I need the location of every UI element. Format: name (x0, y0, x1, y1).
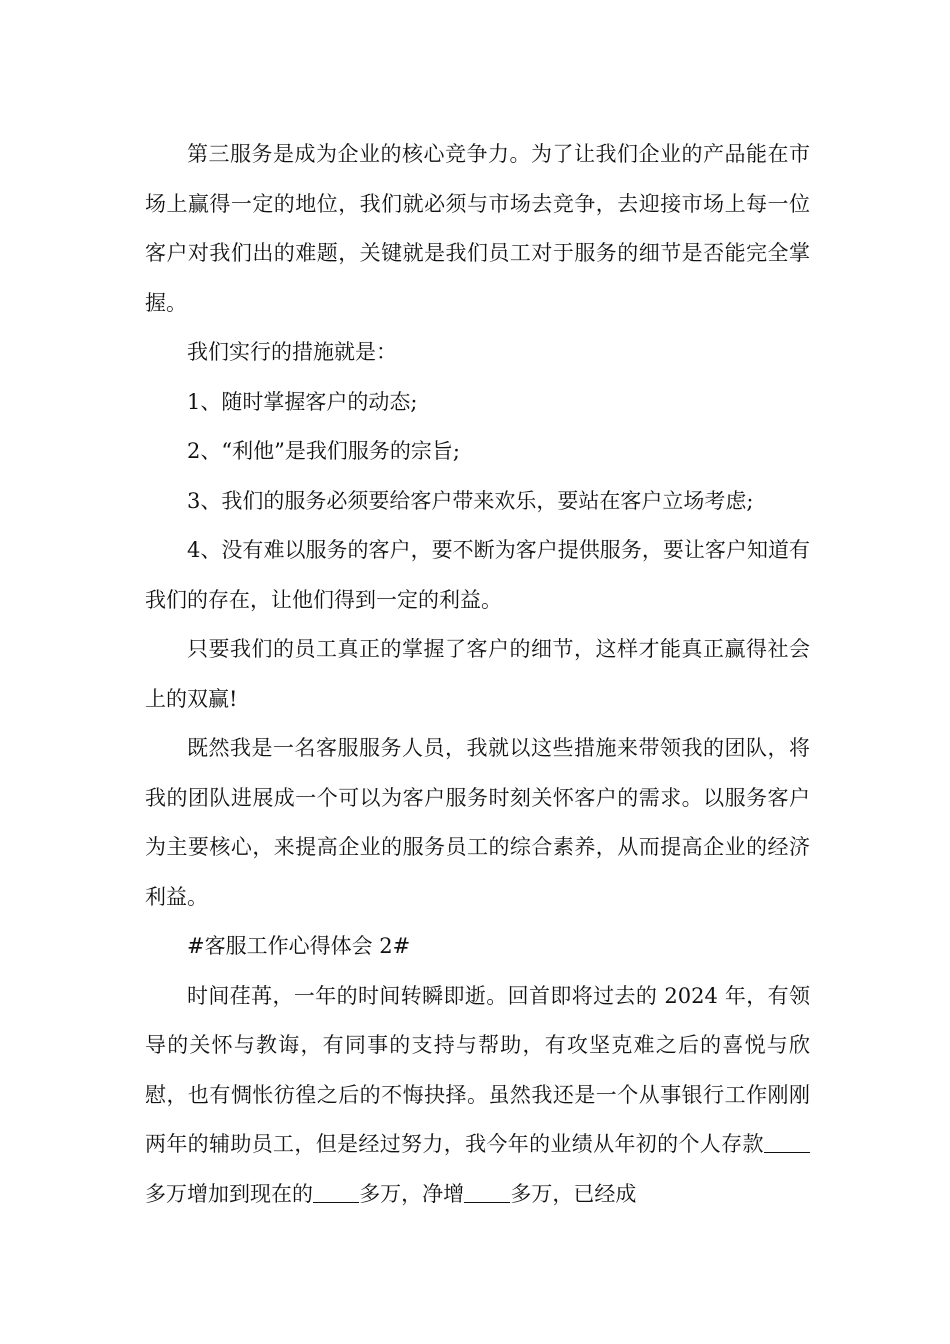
paragraph-win-win: 只要我们的员工真正的掌握了客户的细节，这样才能真正赢得社会上的双赢! (145, 637, 810, 711)
deposit-text-3: 多万，净增 (359, 1181, 465, 1206)
deposit-text-1: 个人存款 (678, 1132, 764, 1156)
paragraph-core-competitiveness: 第三服务是成为企业的核心竞争力。为了让我们企业的产品能在市场上赢得一定的地位，我们就必须与市场去竞争，去迎接市场上每一位客户对我们出的难题，关键就是我们员工对于服务的细节是否能完全掌握。 (145, 142, 810, 315)
deposit-text-4: 多万，已经成 (510, 1181, 637, 1206)
paragraph-year-review-text: 时间荏苒，一年的时间转瞬即逝。回首即将过去的 2024 年，有领导的关怀与教诲，有同事的支持与帮助，有攻坚克难之后的喜悦与欣慰，也有惆怅彷徨之后的不悔抉择。虽然我还是一个从事银行工作刚刚两年的辅助员工，但是经过努力，我今年的业绩从年初的 (145, 983, 810, 1156)
deposit-text-2: 多万增加到现在的 (145, 1181, 313, 1206)
list-item-3: 3、我们的服务必须要给客户带来欢乐，要站在客户立场考虑; (187, 488, 754, 513)
list-item-2: 2、“利他”是我们服务的宗旨; (187, 439, 460, 463)
blank-field-1 (764, 1131, 810, 1153)
section-heading: #客服工作心得体会 2# (187, 934, 411, 958)
paragraph-measures-intro: 我们实行的措施就是： (187, 340, 397, 364)
list-item-1: 1、随时掌握客户的动态; (187, 389, 418, 414)
list-item-4: 4、没有难以服务的客户，要不断为客户提供服务，要让客户知道有我们的存在，让他们得到一定的利益。 (145, 538, 810, 612)
blank-field-2 (313, 1181, 359, 1203)
paragraph-year-review (145, 972, 810, 1220)
document-page (145, 130, 810, 1219)
paragraph-team: 既然我是一名客服服务人员，我就以这些措施来带领我的团队，将我的团队进展成一个可以为客户服务时刻关怀客户的需求。以服务客户为主要核心，来提高企业的服务员工的综合素养，从而提高企业的经济利益。 (145, 736, 810, 909)
blank-field-3 (464, 1181, 510, 1203)
